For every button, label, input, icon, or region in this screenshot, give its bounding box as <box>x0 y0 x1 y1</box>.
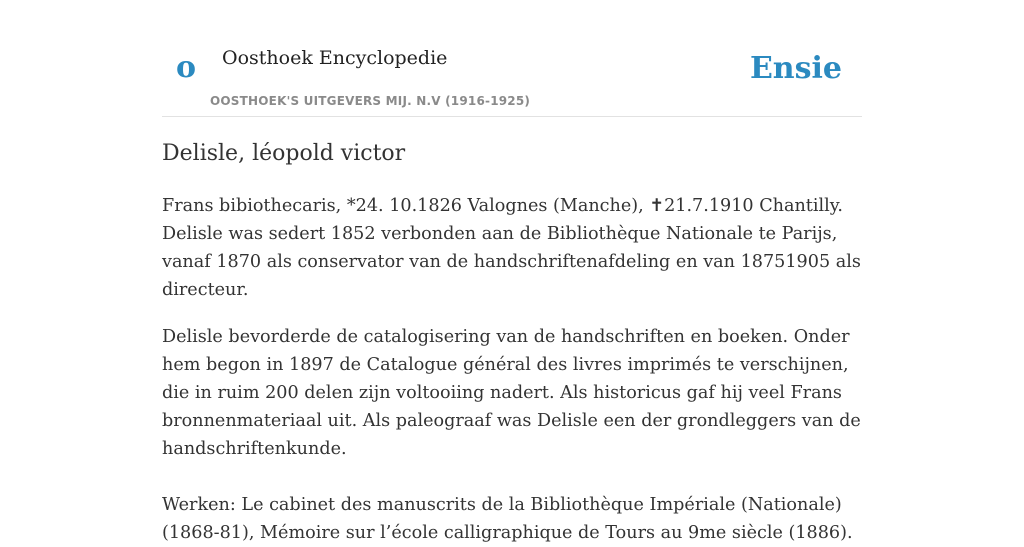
site-logo-icon[interactable]: o <box>176 50 197 85</box>
article-body <box>162 138 864 547</box>
article-title: Delisle, léopold victor <box>162 141 406 166</box>
article-paragraph-works: Werken: Le cabinet des manuscrits de la Bibliothèque Impériale (Nationale) (1868-81), Mémoire sur l’école calligraphique de Tours au 9me siècle (1886). <box>162 495 853 543</box>
article-paragraph-biography: Frans bibiothecaris, *24. 10.1826 Valognes (Manche), ✝21.7.1910 Chantilly. Delisle was sedert 1852 verbonden aan de Bibliothèque Nationale te Parijs, vanaf 1870 als conservator van de handschriftenafdeling en van 18751905 als directeur. <box>162 196 861 300</box>
article-paragraph-career: Delisle bevorderde de catalogisering van de handschriften en boeken. Onder hem begon in 1897 de Catalogue général des livres imprimés te verschijnen, die in ruim 200 delen zijn voltooiing nadert. Als historicus gaf hij veel Frans bronnenmateriaal uit. Als paleograaf was Delisle een der grondleggers van de handschriftenkunde. <box>162 327 861 459</box>
publisher-label: OOSTHOEK'S UITGEVERS MIJ. N.V (1916-1925) <box>210 94 531 108</box>
site-header <box>162 0 862 117</box>
ensie-brand-link[interactable]: Ensie <box>749 51 842 86</box>
encyclopedia-title-link[interactable]: Oosthoek Encyclopedie <box>222 47 448 69</box>
